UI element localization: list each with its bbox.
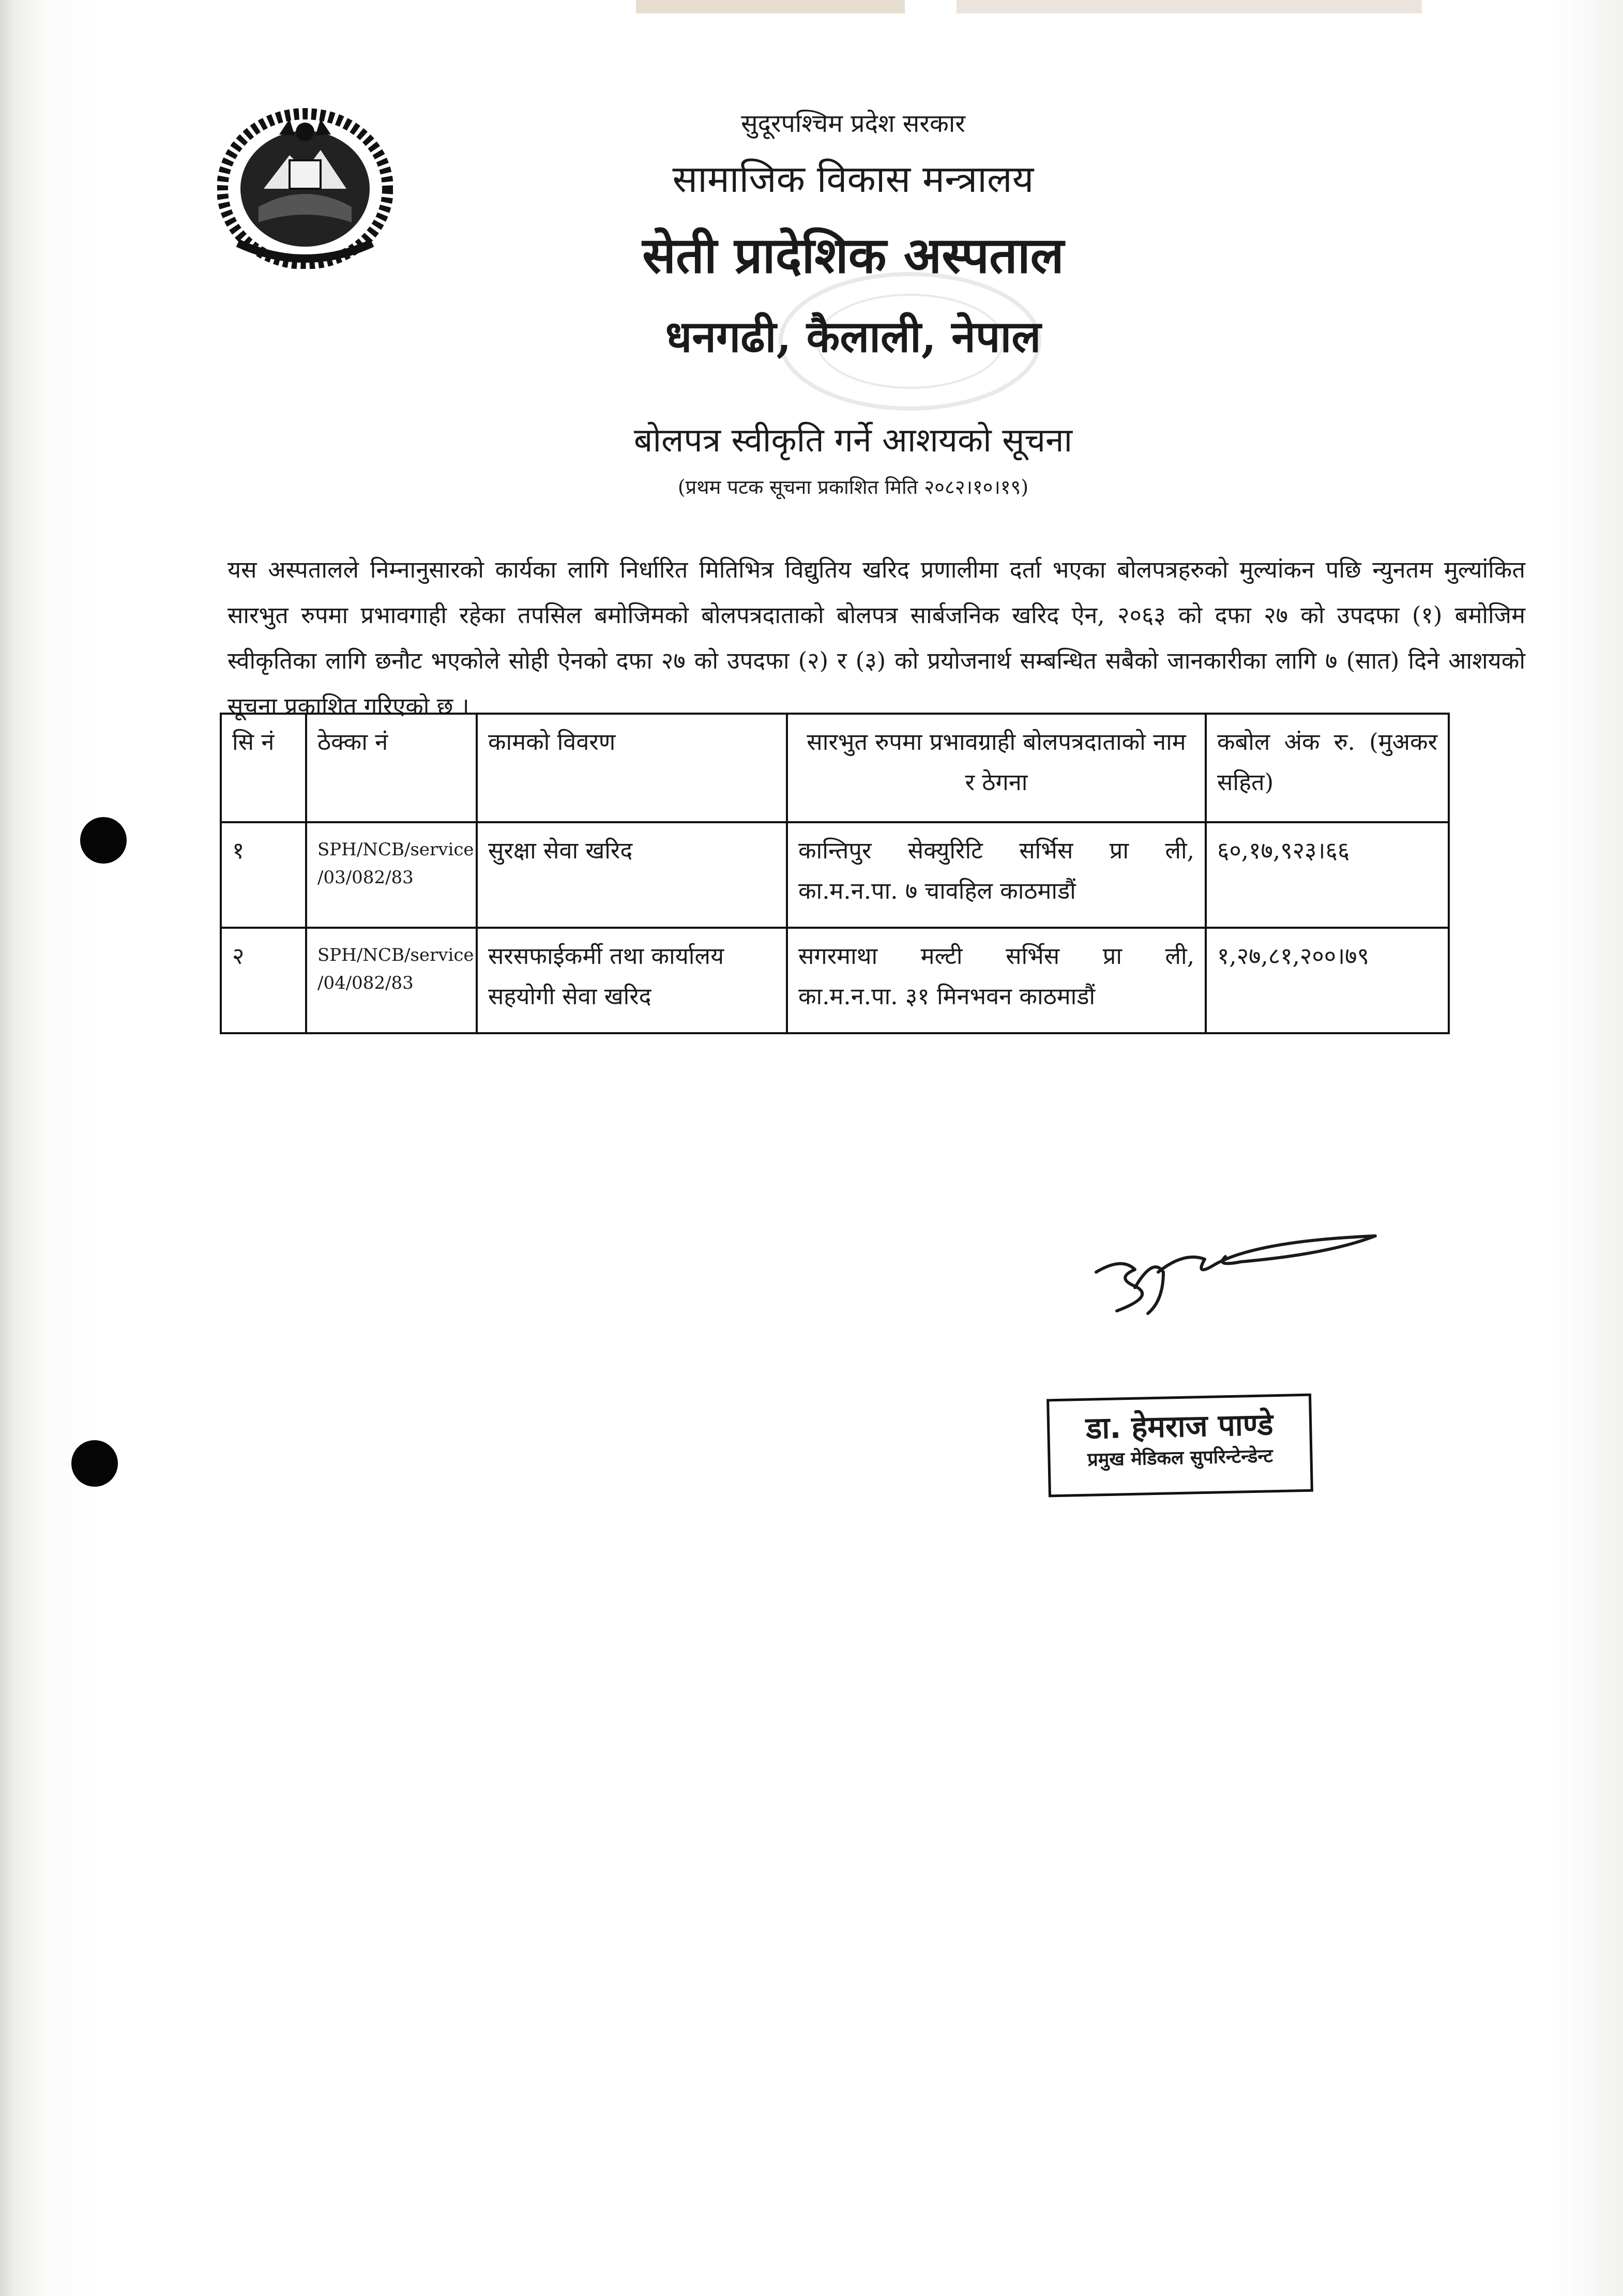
notice-body: यस अस्पतालले निम्नानुसारको कार्यका लागि निर्धारित मितिभित्र विद्युतिय खरिद प्रणालीमा दर्ता भएका बोलपत्रहरुको मुल्यांकन पछि न्युनतम मुल्यांकित सारभुत रुपमा प्रभावगाही रहेका तपसिल बमोजिमको बोलपत्रदाताको बोलपत्र सार्बजनिक खरिद ऐन, २०६३ को दफा २७ को उपदफा (१) बमोजिम स्वीकृतिका लागि छनौट भएकोले सोही ऐनको दफा २७ को उपदफा (२) र (३) को प्रयोजनार्थ सम्बन्धित सबैको जानकारीका लागि ७ (सात) दिने आशयको सूचना प्रकाशित गरिएको छ । (227, 556, 1525, 720)
header-amount: कबोल अंक रु. (मुअकर सहित) (1206, 714, 1449, 822)
bidder-name: सगरमाथा मल्टी सर्भिस प्रा ली, (798, 942, 1194, 970)
scan-edge-strip (636, 0, 905, 13)
signatory-stamp (1046, 1394, 1313, 1498)
row-description: सुरक्षा सेवा खरिद (477, 822, 787, 928)
row-bidder (787, 928, 1206, 1033)
government-name: सुदूरपश्चिम प्रदेश सरकार (741, 109, 965, 138)
signatory-name: डा. हेमराज पाण्डे (1085, 1407, 1274, 1446)
bid-table (220, 713, 1450, 1034)
hospital-name: सेती प्रादेशिक अस्पताल (642, 226, 1064, 284)
bidder-address: का.म.न.पा. ३१ मिनभवन काठमाडौं (798, 983, 1096, 1010)
ministry-name: सामाजिक विकास मन्त्रालय (672, 157, 1034, 201)
signatory-designation: प्रमुख मेडिकल सुपरिन्टेन्डेन्ट (1087, 1445, 1273, 1471)
handwritten-signature (1086, 1210, 1396, 1334)
hospital-address: धनगढी, कैलाली, नेपाल (665, 311, 1041, 362)
row-description: सरसफाईकर्मी तथा कार्यालय सहयोगी सेवा खरिद (477, 928, 787, 1033)
row-sn: १ (221, 822, 306, 928)
row-amount: ६०,१७,९२३।६६ (1206, 822, 1449, 928)
row-contract-no: SPH/NCB/service /03/082/83 (306, 822, 477, 928)
row-amount: १,२७,८१,२००।७९ (1206, 928, 1449, 1033)
bidder-name: कान्तिपुर सेक्युरिटि सर्भिस प्रा ली, (798, 837, 1194, 864)
notice-title: बोलपत्र स्वीकृति गर्ने आशयको सूचना (633, 421, 1073, 460)
table-header-row (221, 714, 1449, 822)
punch-hole (71, 1440, 118, 1487)
notice-publication-date: (प्रथम पटक सूचना प्रकाशित मिति २०८२।१०।१९) (677, 476, 1029, 499)
row-sn: २ (221, 928, 306, 1033)
header-sn: सि नं (221, 714, 306, 822)
header-bidder: सारभुत रुपमा प्रभावग्राही बोलपत्रदाताको नाम र ठेगना (787, 714, 1206, 822)
header-description: कामको विवरण (477, 714, 787, 822)
table-row (221, 928, 1449, 1033)
row-bidder (787, 822, 1206, 928)
government-emblem-icon (217, 103, 393, 269)
table-row (221, 822, 1449, 928)
row-contract-no: SPH/NCB/service /04/082/83 (306, 928, 477, 1033)
header-contract-no: ठेक्का नं (306, 714, 477, 822)
punch-hole (80, 817, 127, 864)
bidder-address: का.म.न.पा. ७ चावहिल काठमाडौं (798, 877, 1076, 904)
scan-edge-strip (957, 0, 1422, 13)
faint-office-stamp (776, 269, 1044, 414)
